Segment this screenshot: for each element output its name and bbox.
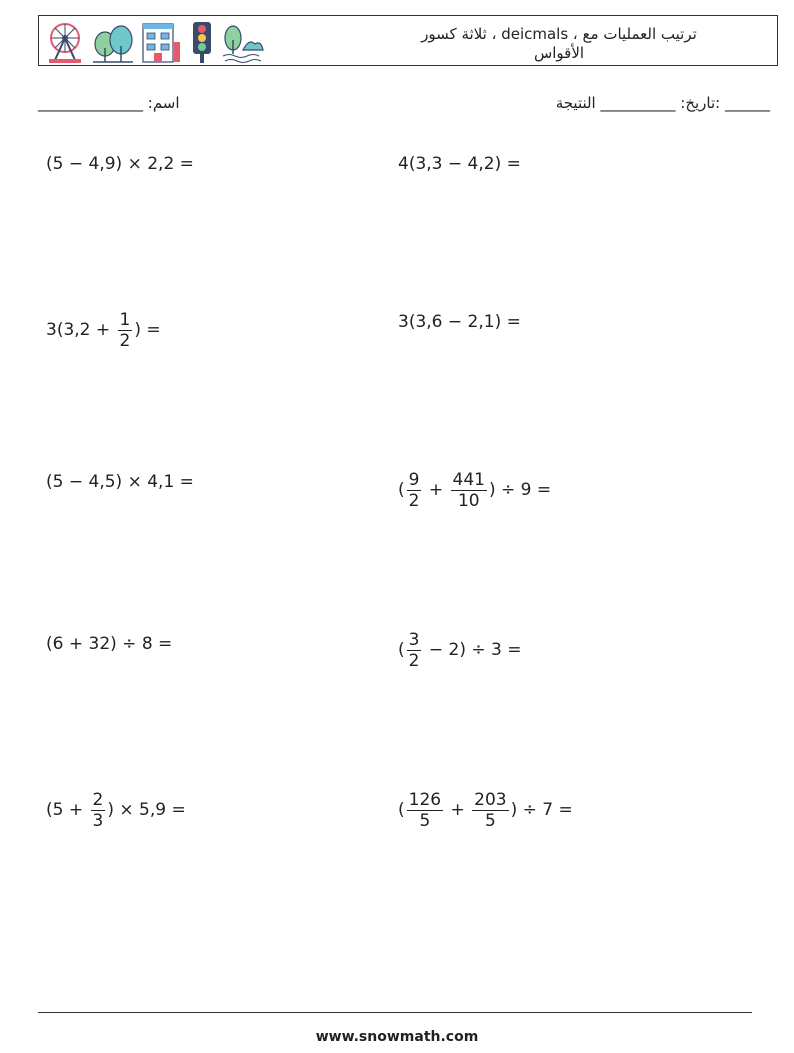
- name-field: اسم: ______________: [38, 94, 180, 112]
- header-icons: [43, 20, 265, 64]
- problem-6: ( $\frac{9}{2}$ + $\frac{441}{10}$ ) ÷ 9 =: [398, 469, 552, 511]
- fraction: $\frac{3}{2}$: [408, 629, 420, 671]
- problem-3: 3(3,2 + $\frac{1}{2}$ ) =: [46, 309, 161, 351]
- worksheet-title: [379, 25, 739, 63]
- fraction: $\frac{9}{2}$: [408, 469, 420, 511]
- fraction: $\frac{2}{3}$: [92, 789, 104, 831]
- problem-4: 3(3,6 − 2,1) =: [398, 312, 521, 332]
- problem-2: 4(3,3 − 4,2) =: [398, 154, 521, 174]
- building-icon: [139, 20, 183, 64]
- problem-7: (6 + 32) ÷ 8 =: [46, 634, 173, 654]
- problem-8: ( $\frac{3}{2}$ − 2) ÷ 3 =: [398, 629, 522, 671]
- problem-5: (5 − 4,5) × 4,1 =: [46, 472, 194, 492]
- footer-divider: [38, 1012, 752, 1013]
- footer-url[interactable]: www.snowmath.com: [315, 1029, 479, 1045]
- fraction: $\frac{1}{2}$: [119, 309, 131, 351]
- date-score-field: ______ :تاريخ: __________ النتيجة: [555, 94, 770, 112]
- title-line-2: الأقواس: [533, 44, 585, 62]
- problem-10: ( $\frac{126}{5}$ + $\frac{203}{5}$ ) ÷ 7 =: [398, 789, 573, 831]
- problem-9: (5 + $\frac{2}{3}$ ) × 5,9 =: [46, 789, 186, 831]
- fraction: $\frac{126}{5}$: [408, 789, 442, 831]
- ferris-wheel-icon: [43, 20, 87, 64]
- trees-icon: [91, 20, 135, 64]
- worksheet-header: [38, 15, 778, 66]
- fraction: $\frac{203}{5}$: [474, 789, 507, 831]
- fraction: $\frac{441}{10}$: [452, 469, 485, 511]
- lake-tree-icon: [221, 20, 265, 64]
- problem-1: (5 − 4,9) × 2,2 =: [46, 154, 194, 174]
- title-line-1: ترتيب العمليات مع ، deicmals ، ثلاثة كسور: [421, 25, 697, 43]
- traffic-light-icon: [187, 20, 217, 64]
